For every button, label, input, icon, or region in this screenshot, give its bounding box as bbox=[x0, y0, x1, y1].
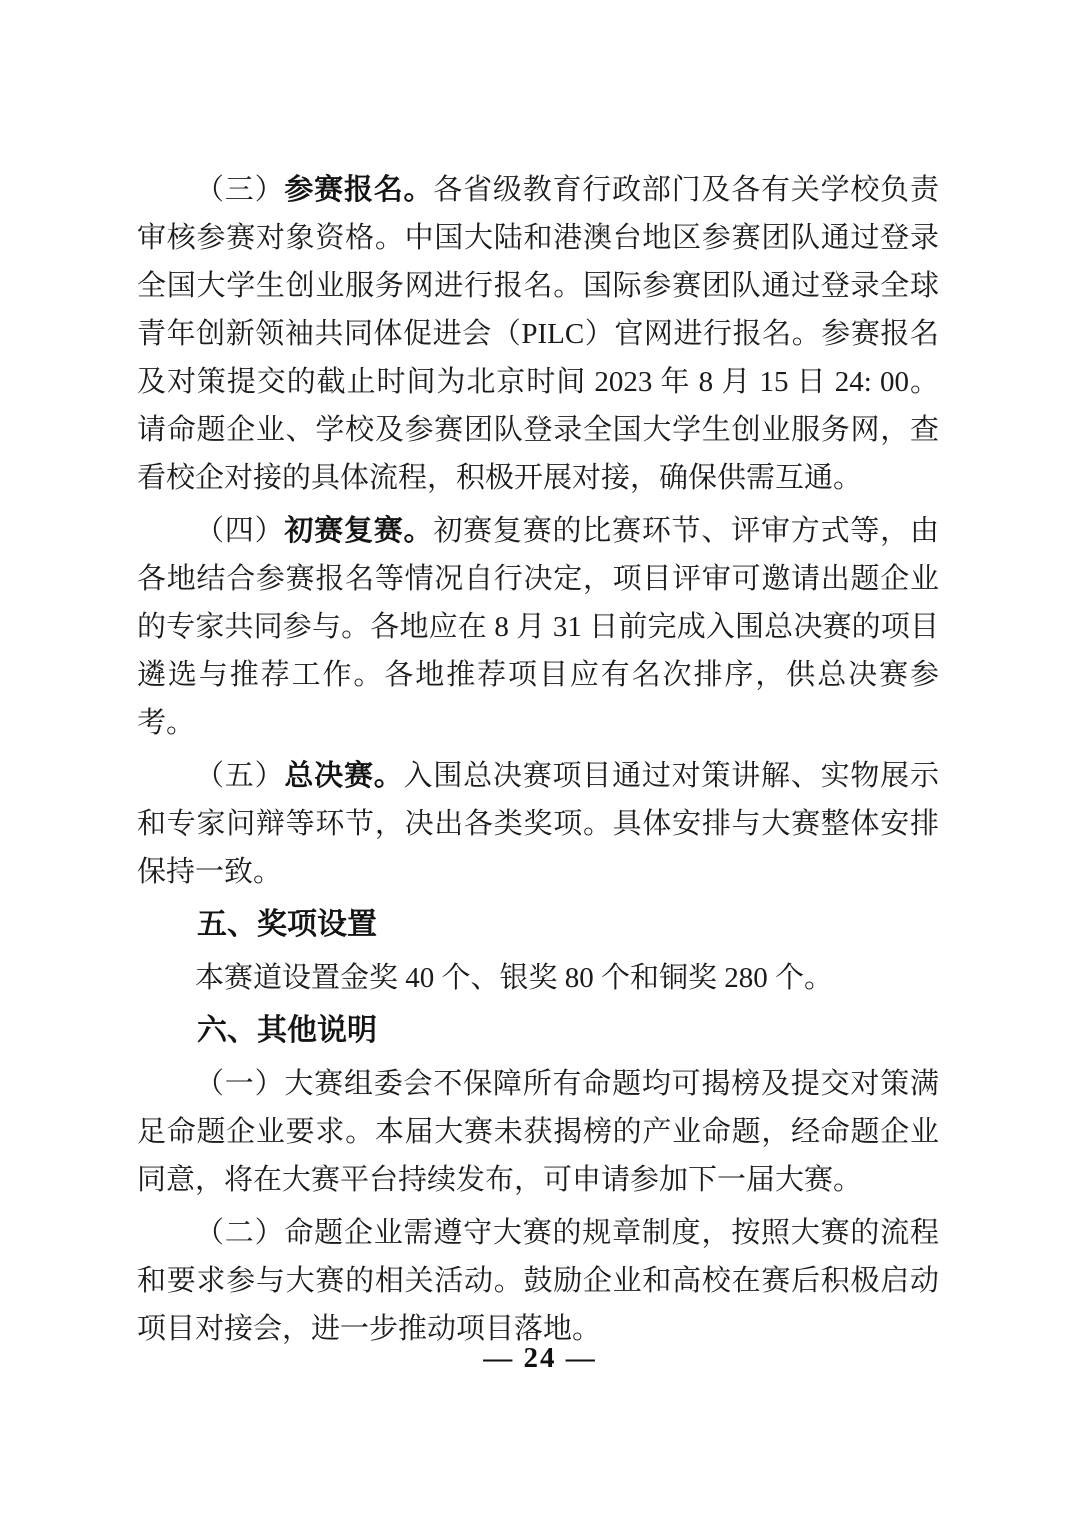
heading-section5-awards bbox=[137, 901, 939, 949]
para-section4-item3-registration bbox=[137, 166, 939, 502]
para-section6-item1 bbox=[137, 1060, 939, 1204]
page-number: — 24 — bbox=[483, 1342, 597, 1374]
para-section4-item4-preliminary bbox=[137, 507, 939, 747]
para-section4-item5-final-segment: （五） bbox=[195, 760, 285, 792]
page-footer bbox=[0, 1338, 1080, 1378]
para-section4-item5-final-segment: 总决赛。 bbox=[284, 760, 404, 792]
para-section5-awards-detail bbox=[137, 954, 939, 1002]
heading-section5-awards-segment: 五、奖项设置 bbox=[197, 908, 377, 941]
para-section4-item5-final bbox=[137, 752, 939, 896]
para-section6-item2-segment: （二）命题企业需遵守大赛的规章制度，按照大赛的流程和要求参与大赛的相关活动。鼓励企业和高校在赛后积极启动项目对接会，进一步推动项目落地。 bbox=[137, 1217, 939, 1345]
para-section4-item3-registration-segment: 各省级教育行政部门及各有关学校负责审核参赛对象资格。中国大陆和港澳台地区参赛团队通过登录全国大学生创业服务网进行报名。国际参赛团队通过登录全球青年创新领袖共同体促进会（PILC）官网进行报名。参赛报名及对策提交的截止时间为北京时间 2023 年 8 月 15 日 24: 00。请命题企业、学校及参赛团队登录全国大学生创业服务网，查看校企对接的具体流程，积极开展对接，确保供需互通。 bbox=[137, 174, 939, 494]
para-section4-item5-final-segment: 入围总决赛项目通过对策讲解、实物展示和专家问辩等环节，决出各类奖项。具体安排与大赛整体安排保持一致。 bbox=[137, 760, 939, 888]
para-section6-item2 bbox=[137, 1209, 939, 1353]
heading-section6-other-notes bbox=[137, 1007, 939, 1055]
document-body bbox=[137, 166, 939, 1358]
para-section4-item4-preliminary-segment: 初赛复赛。 bbox=[284, 515, 434, 547]
para-section6-item1-segment: （一）大赛组委会不保障所有命题均可揭榜及提交对策满足命题企业要求。本届大赛未获揭榜的产业命题，经命题企业同意，将在大赛平台持续发布，可申请参加下一届大赛。 bbox=[137, 1068, 939, 1196]
heading-section6-other-notes-segment: 六、其他说明 bbox=[197, 1014, 377, 1047]
para-section4-item3-registration-segment: （三） bbox=[195, 174, 285, 206]
para-section4-item4-preliminary-segment: 初赛复赛的比赛环节、评审方式等，由各地结合参赛报名等情况自行决定，项目评审可邀请出题企业的专家共同参与。各地应在 8 月 31 日前完成入围总决赛的项目遴选与推荐工作。各地推荐项目应有名次排序，供总决赛参考。 bbox=[137, 515, 939, 739]
para-section4-item3-registration-segment: 参赛报名。 bbox=[284, 174, 434, 206]
para-section5-awards-detail-segment: 本赛道设置金奖 40 个、银奖 80 个和铜奖 280 个。 bbox=[195, 962, 834, 994]
para-section4-item4-preliminary-segment: （四） bbox=[195, 515, 285, 547]
